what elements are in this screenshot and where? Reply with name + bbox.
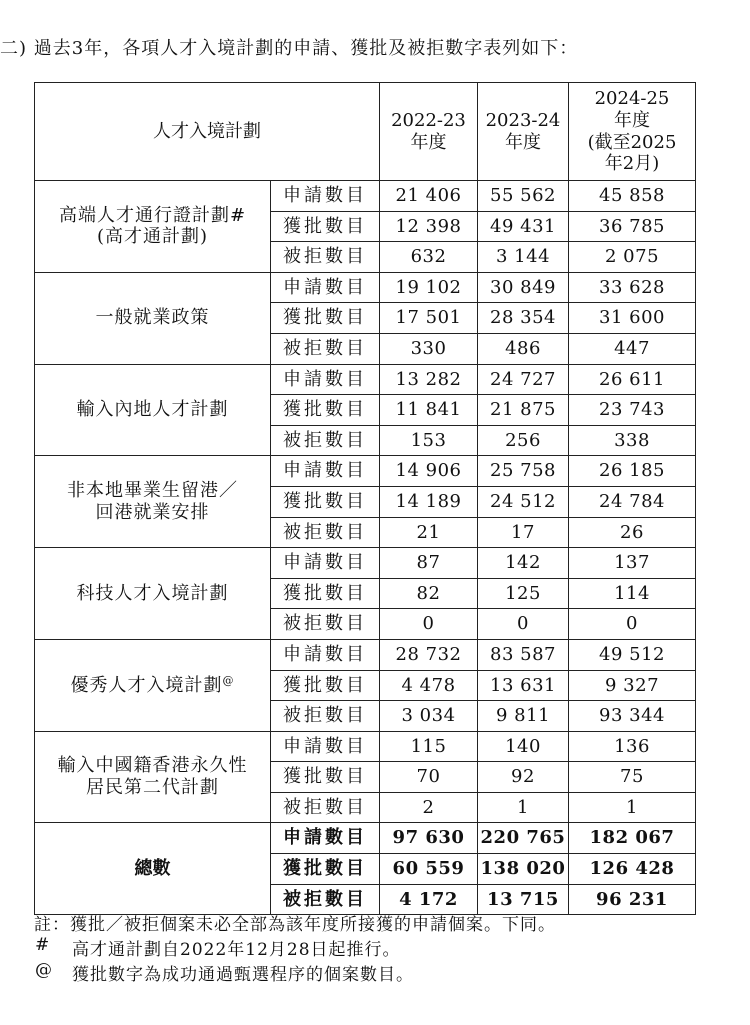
count-type: 申請數目 xyxy=(271,272,380,303)
count-type: 申請數目 xyxy=(271,548,380,579)
count-value: 70 xyxy=(380,762,478,793)
header-year-2023-24 xyxy=(478,83,569,181)
table-row xyxy=(35,272,696,303)
count-type: 獲批數目 xyxy=(271,854,380,885)
count-type: 申請數目 xyxy=(271,364,380,395)
count-value: 25 758 xyxy=(478,456,569,487)
count-type: 申請數目 xyxy=(271,456,380,487)
total-value: 97 630 xyxy=(380,823,478,854)
count-value: 93 344 xyxy=(569,701,696,732)
total-value: 96 231 xyxy=(569,884,696,915)
count-value: 21 xyxy=(380,517,478,548)
count-value: 82 xyxy=(380,578,478,609)
total-value: 13 715 xyxy=(478,884,569,915)
footnote-marker: @ xyxy=(35,960,52,980)
count-value: 49 431 xyxy=(478,211,569,242)
count-value: 24 512 xyxy=(478,486,569,517)
header-line: 年度 xyxy=(410,131,447,153)
count-value: 14 189 xyxy=(380,486,478,517)
talent-scheme-table xyxy=(34,82,696,915)
total-value: 126 428 xyxy=(569,854,696,885)
count-value: 12 398 xyxy=(380,211,478,242)
count-type: 申請數目 xyxy=(271,639,380,670)
count-value: 486 xyxy=(478,333,569,364)
total-label: 總數 xyxy=(35,823,271,915)
count-value: 45 858 xyxy=(569,181,696,212)
count-value: 23 743 xyxy=(569,395,696,426)
count-type: 被拒數目 xyxy=(271,517,380,548)
count-value: 3 144 xyxy=(478,242,569,273)
total-value: 220 765 xyxy=(478,823,569,854)
scheme-name-line: 輸入中國籍香港永久性 xyxy=(57,755,248,777)
count-value: 447 xyxy=(569,333,696,364)
header-line: 2024-25 xyxy=(594,88,670,110)
section-heading: 二) 過去3年，各項人才入境計劃的申請、獲批及被拒數字表列如下： xyxy=(0,38,579,59)
count-type: 申請數目 xyxy=(271,731,380,762)
header-line: 2023-24 xyxy=(485,109,561,131)
table-row xyxy=(35,456,696,487)
count-value: 3 034 xyxy=(380,701,478,732)
count-value: 0 xyxy=(380,609,478,640)
scheme-name xyxy=(35,639,271,731)
table-row xyxy=(35,731,696,762)
footnote-text: 註：獲批／被拒個案未必全部為該年度所接獲的申請個案。下同。 xyxy=(34,915,556,935)
count-value: 0 xyxy=(478,609,569,640)
count-value: 140 xyxy=(478,731,569,762)
count-value: 24 784 xyxy=(569,486,696,517)
scheme-name xyxy=(35,272,271,364)
count-value: 21 875 xyxy=(478,395,569,426)
total-value: 4 172 xyxy=(380,884,478,915)
header-line: 年度 xyxy=(614,109,650,131)
header-line: (截至2025 xyxy=(587,131,677,153)
scheme-name xyxy=(35,731,271,823)
total-value: 182 067 xyxy=(569,823,696,854)
scheme-name xyxy=(35,181,271,273)
count-type: 獲批數目 xyxy=(271,303,380,334)
count-type: 被拒數目 xyxy=(271,333,380,364)
count-value: 4 478 xyxy=(380,670,478,701)
count-type: 獲批數目 xyxy=(271,211,380,242)
count-type: 被拒數目 xyxy=(271,609,380,640)
count-value: 13 631 xyxy=(478,670,569,701)
scheme-name-line: 高端人才通行證計劃# xyxy=(58,204,247,226)
header-line: 年度 xyxy=(505,131,541,153)
count-value: 26 xyxy=(569,517,696,548)
count-value: 26 611 xyxy=(569,364,696,395)
count-value: 0 xyxy=(569,609,696,640)
table-header-row xyxy=(35,83,696,181)
count-value: 136 xyxy=(569,731,696,762)
table-row xyxy=(35,364,696,395)
count-value: 55 562 xyxy=(478,181,569,212)
count-type: 獲批數目 xyxy=(271,670,380,701)
count-value: 92 xyxy=(478,762,569,793)
footnote-text: 獲批數字為成功通過甄選程序的個案數目。 xyxy=(72,965,414,985)
footnote-text: 高才通計劃自2022年12月28日起推行。 xyxy=(72,940,401,960)
total-value: 60 559 xyxy=(380,854,478,885)
footnote-marker: # xyxy=(35,935,50,955)
table-row xyxy=(35,639,696,670)
count-type: 獲批數目 xyxy=(271,395,380,426)
count-value: 14 906 xyxy=(380,456,478,487)
scheme-name-line: (高才通計劃) xyxy=(96,226,209,248)
count-value: 19 102 xyxy=(380,272,478,303)
scheme-name xyxy=(35,364,271,456)
count-value: 75 xyxy=(569,762,696,793)
count-value: 137 xyxy=(569,548,696,579)
count-value: 17 501 xyxy=(380,303,478,334)
count-value: 153 xyxy=(380,425,478,456)
count-value: 632 xyxy=(380,242,478,273)
count-value: 30 849 xyxy=(478,272,569,303)
count-value: 28 732 xyxy=(380,639,478,670)
count-value: 31 600 xyxy=(569,303,696,334)
count-type: 獲批數目 xyxy=(271,762,380,793)
count-value: 115 xyxy=(380,731,478,762)
count-type: 獲批數目 xyxy=(271,486,380,517)
count-value: 13 282 xyxy=(380,364,478,395)
count-value: 1 xyxy=(569,792,696,823)
count-value: 9 811 xyxy=(478,701,569,732)
table-row xyxy=(35,181,696,212)
count-type: 被拒數目 xyxy=(271,792,380,823)
count-value: 28 354 xyxy=(478,303,569,334)
count-value: 256 xyxy=(478,425,569,456)
header-line: 2022-23 xyxy=(391,109,466,131)
count-type: 申請數目 xyxy=(271,823,380,854)
scheme-name xyxy=(35,456,271,548)
count-value: 83 587 xyxy=(478,639,569,670)
table-row xyxy=(35,548,696,579)
scheme-name xyxy=(35,548,271,640)
count-type: 被拒數目 xyxy=(271,425,380,456)
scheme-name-line: 科技人才入境計劃 xyxy=(76,582,229,604)
scheme-name-line: 回港就業安排 xyxy=(95,501,210,523)
count-value: 2 075 xyxy=(569,242,696,273)
header-line: 年2月) xyxy=(604,153,660,175)
header-scheme: 人才入境計劃 xyxy=(35,83,380,181)
count-type: 獲批數目 xyxy=(271,578,380,609)
scheme-name-text: 優秀人才入境計劃 xyxy=(70,675,223,696)
header-year-2022-23 xyxy=(380,83,478,181)
count-value: 49 512 xyxy=(569,639,696,670)
count-value: 21 406 xyxy=(380,181,478,212)
count-value: 1 xyxy=(478,792,569,823)
header-year-2024-25 xyxy=(569,83,696,181)
count-value: 9 327 xyxy=(569,670,696,701)
scheme-name-line: 居民第二代計劃 xyxy=(86,777,219,799)
count-type: 申請數目 xyxy=(271,181,380,212)
count-type: 被拒數目 xyxy=(271,701,380,732)
count-value: 338 xyxy=(569,425,696,456)
count-value: 24 727 xyxy=(478,364,569,395)
footnote-mark: @ xyxy=(222,674,235,687)
total-row xyxy=(35,823,696,854)
count-type: 被拒數目 xyxy=(271,884,380,915)
count-value: 142 xyxy=(478,548,569,579)
scheme-name-line xyxy=(35,674,270,697)
count-value: 330 xyxy=(380,333,478,364)
count-value: 36 785 xyxy=(569,211,696,242)
count-value: 11 841 xyxy=(380,395,478,426)
count-value: 33 628 xyxy=(569,272,696,303)
count-value: 2 xyxy=(380,792,478,823)
count-value: 26 185 xyxy=(569,456,696,487)
count-value: 17 xyxy=(478,517,569,548)
scheme-name-line: 非本地畢業生留港／ xyxy=(67,480,238,502)
count-type: 被拒數目 xyxy=(271,242,380,273)
scheme-name-line: 一般就業政策 xyxy=(95,307,210,329)
count-value: 87 xyxy=(380,548,478,579)
count-value: 125 xyxy=(478,578,569,609)
total-value: 138 020 xyxy=(478,854,569,885)
count-value: 114 xyxy=(569,578,696,609)
scheme-name-line: 輸入內地人才計劃 xyxy=(76,399,229,421)
